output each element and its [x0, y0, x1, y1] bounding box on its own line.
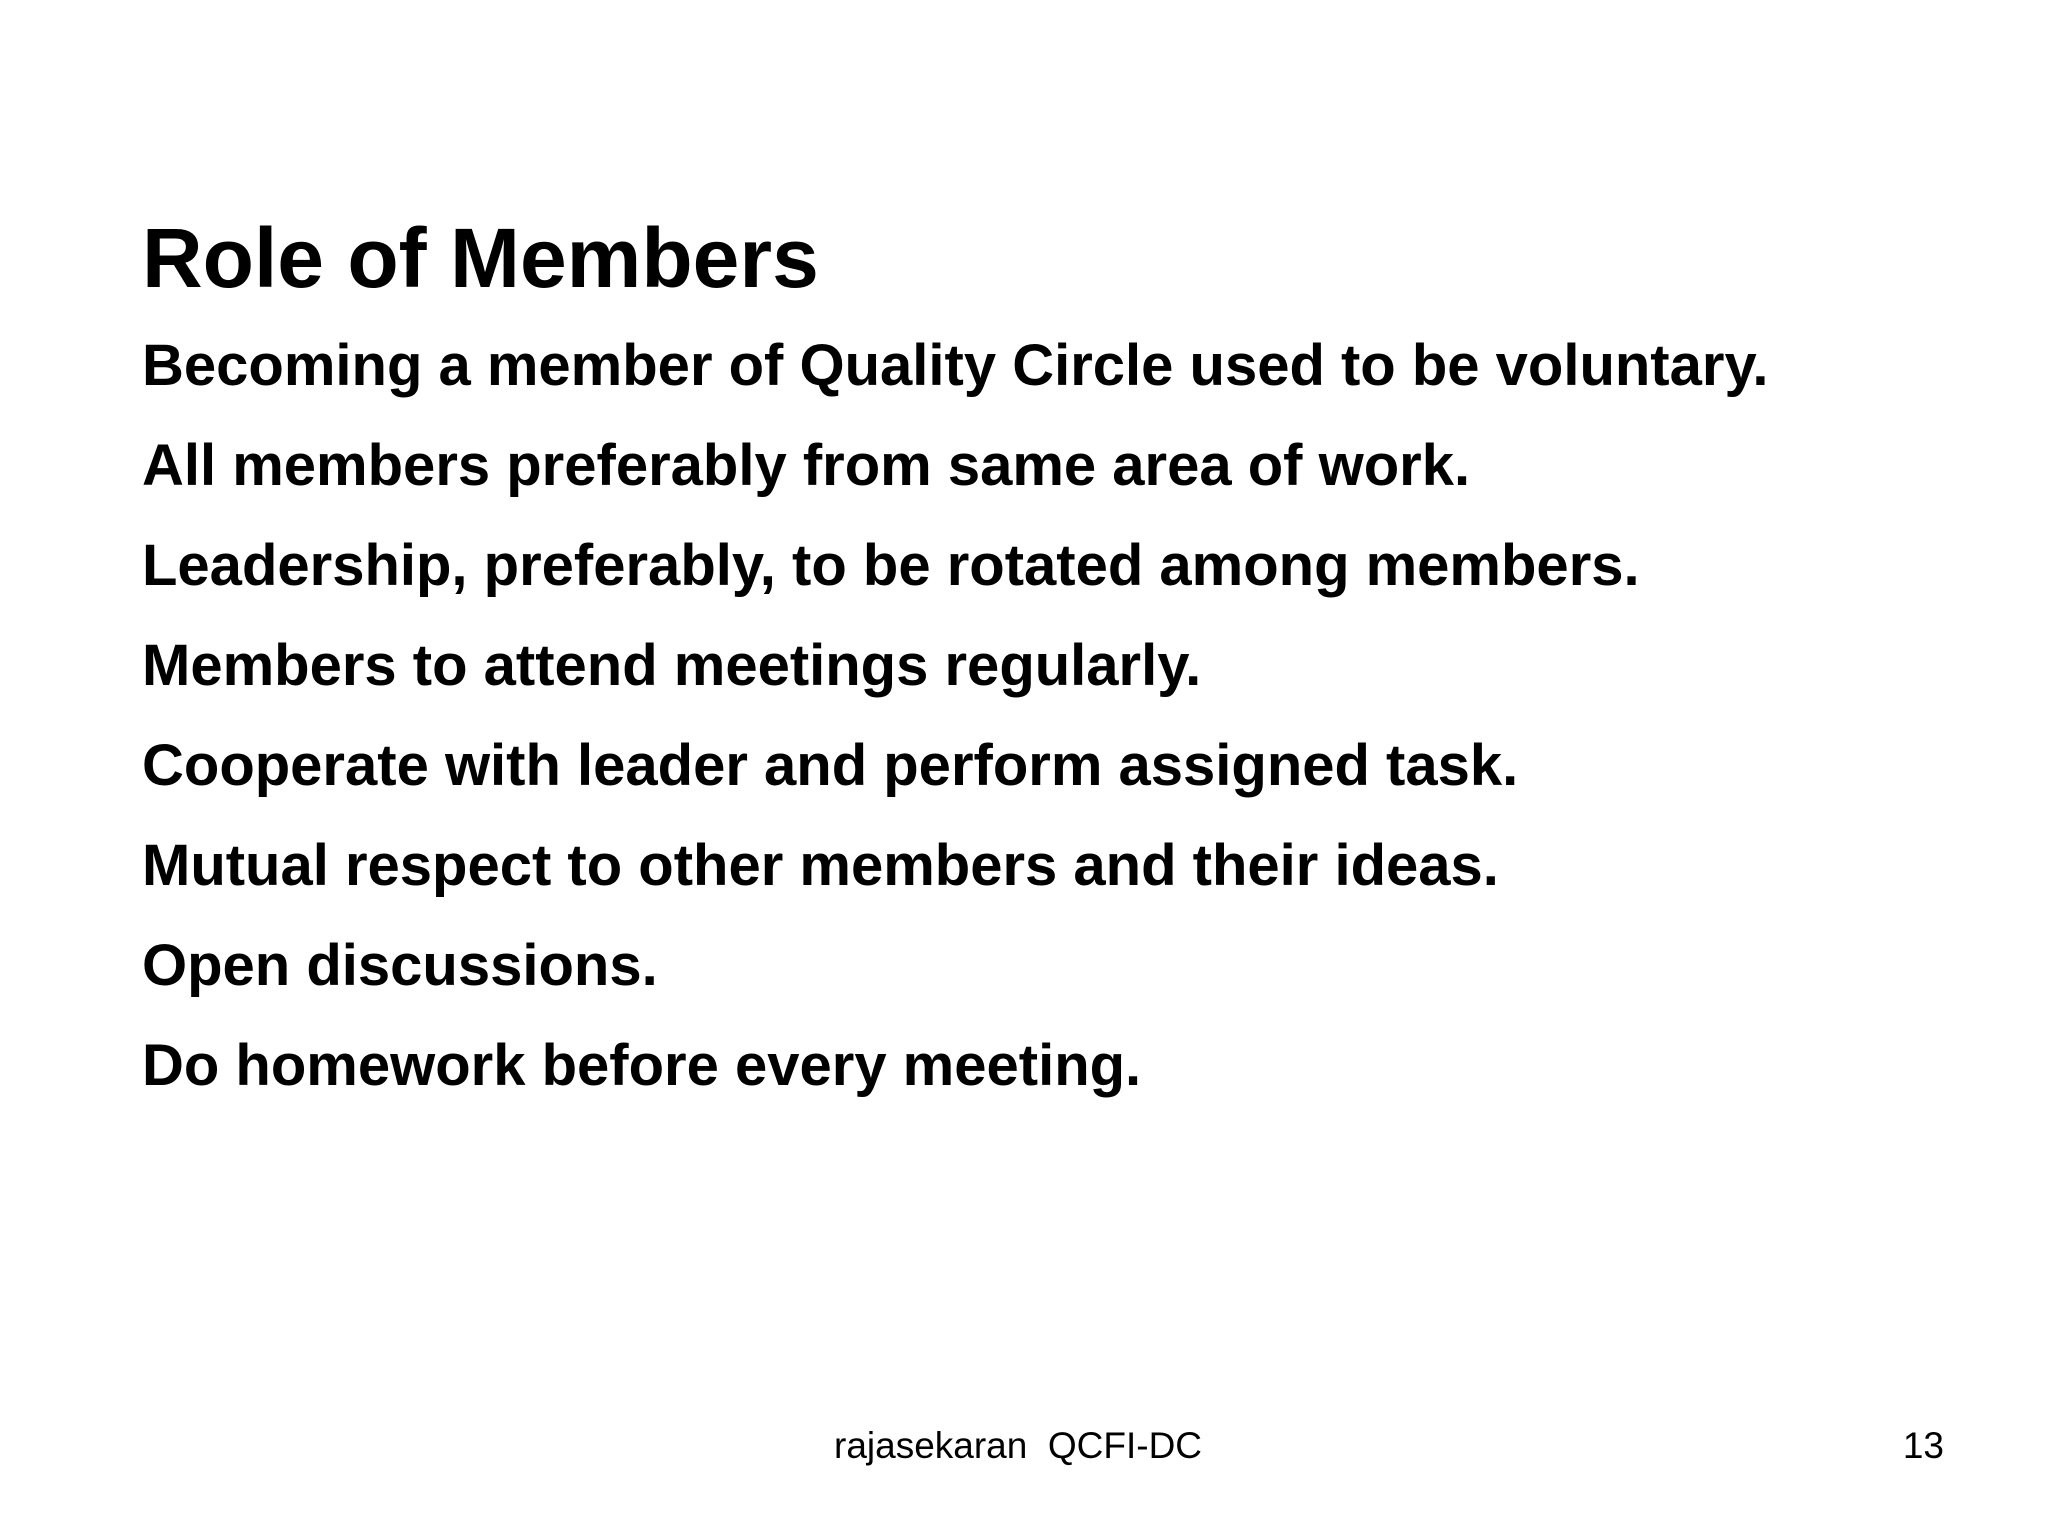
list-item: Do homework before every meeting. — [142, 1033, 1142, 1098]
list-item: Leadership, preferably, to be rotated among members. — [142, 533, 1640, 598]
list-item: Cooperate with leader and perform assigned task. — [142, 733, 1519, 798]
page-number: 13 — [1902, 1425, 1944, 1466]
list-item: Open discussions. — [142, 933, 658, 998]
list-item: Becoming a member of Quality Circle used to be voluntary. — [142, 333, 1769, 398]
list-item: All members preferably from same area of work. — [142, 433, 1471, 498]
slide-title: Role of Members — [142, 211, 819, 305]
member-role-list — [142, 333, 1769, 1133]
footer-author: rajasekaran QCFI-DC — [834, 1425, 1203, 1466]
list-item: Members to attend meetings regularly. — [142, 633, 1202, 698]
list-item: Mutual respect to other members and their ideas. — [142, 833, 1499, 898]
